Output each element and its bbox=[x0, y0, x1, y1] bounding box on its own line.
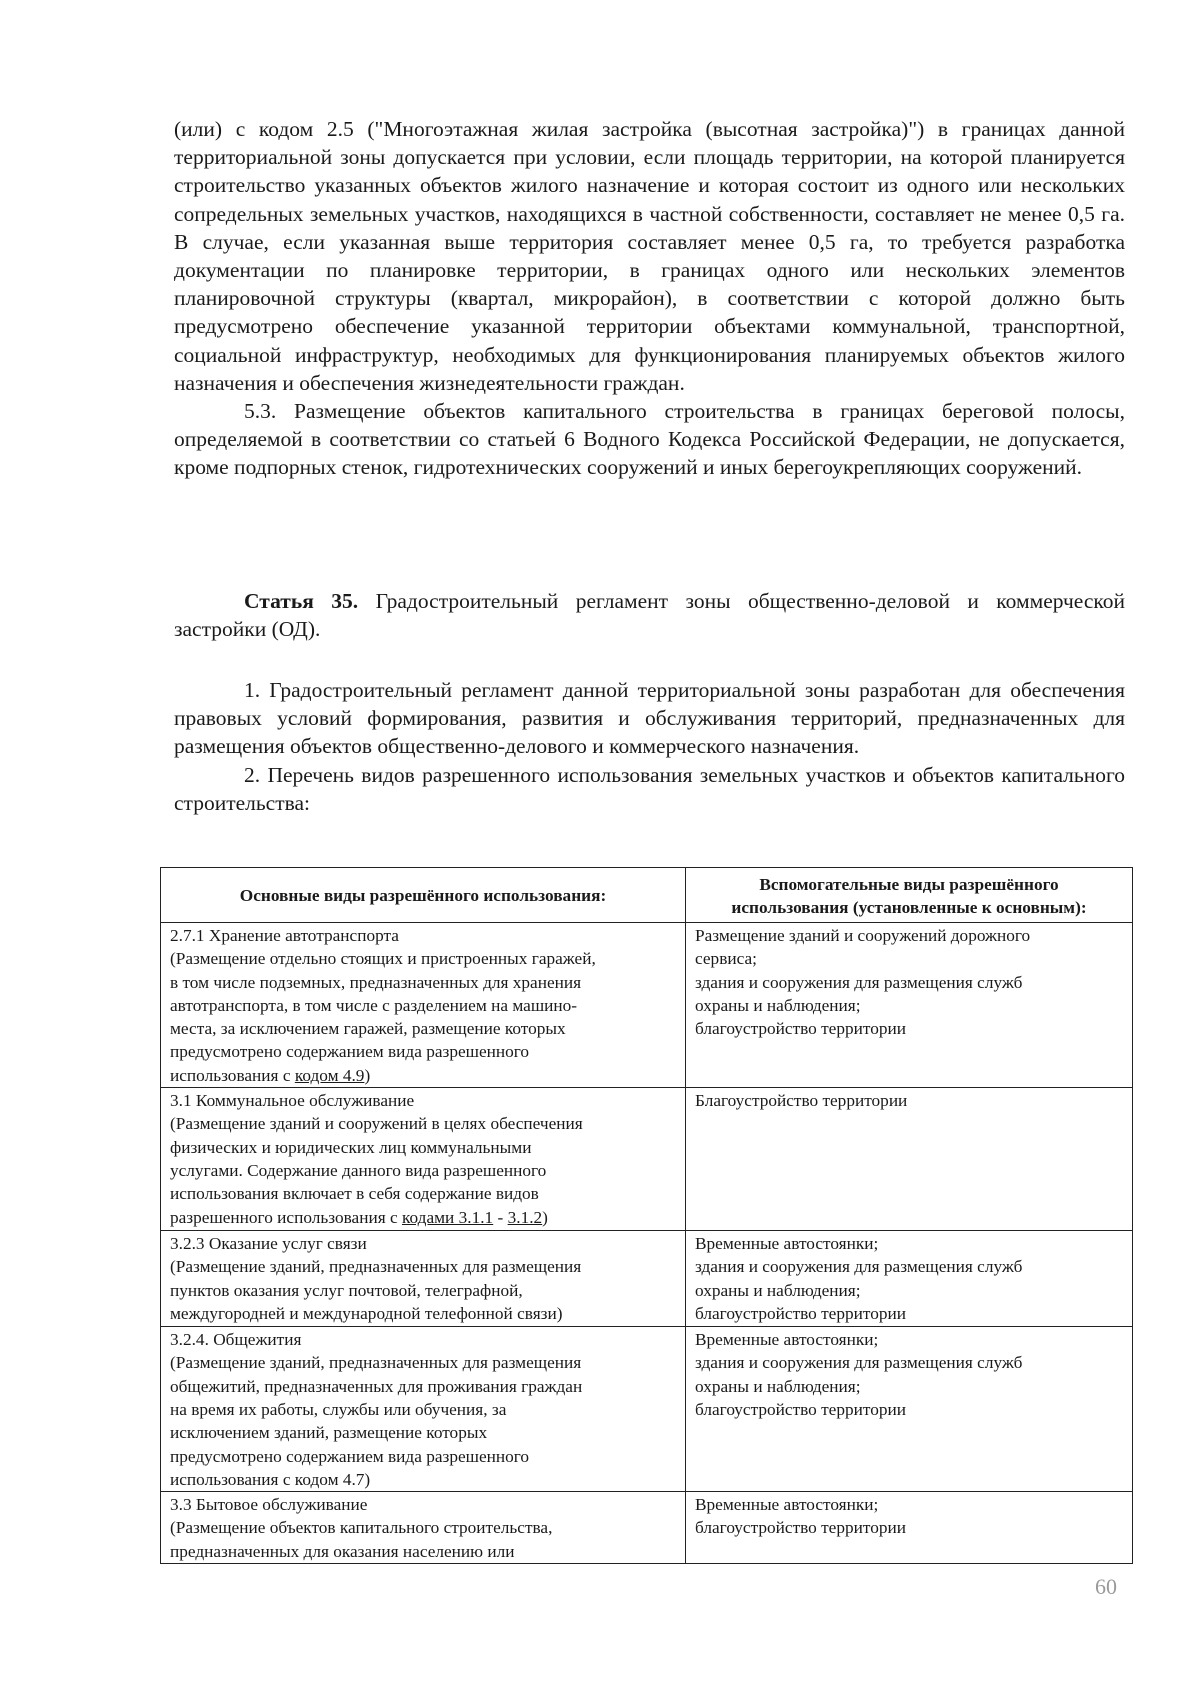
cell-line: благоустройство территории bbox=[695, 1019, 906, 1039]
code-link-3-1-1[interactable]: кодами 3.1.1 bbox=[402, 1207, 494, 1227]
cell-line: благоустройство территории bbox=[695, 1399, 906, 1419]
cell-line: 3.3 Бытовое обслуживание bbox=[170, 1495, 368, 1515]
paragraph-zone-conditions: (или) с кодом 2.5 ("Многоэтажная жилая застройка (высотная застройка)") в границах данной территориальной зоны допускается при условии, если площадь территории, на которой планируется строительство указанных объектов жилого назначение и которая состоит из одного или нескольких сопредельных земельных участков, находящихся в частной собственности, составляет не менее 0,5 га. В случае, если указанная выше территория составляет менее 0,5 га, то требуется разработка документации по планировке территории, в границах одного или нескольких элементов планировочной структуры (квартал, микрорайон), в соответствии с которой должно быть предусмотрено обеспечение указанной территории объектами коммунальной, транспортной, социальной инфраструктур, необходимых для функционирования планируемых объектов жилого назначения и обеспечения жизнедеятельности граждан. bbox=[174, 117, 1125, 395]
article-body bbox=[174, 676, 1125, 817]
cell-line: 3.1 Коммунальное обслуживание bbox=[170, 1091, 415, 1111]
main-use-cell bbox=[161, 1492, 686, 1564]
cell-line: (Размещение отдельно стоящих и пристроенных гаражей, bbox=[170, 949, 596, 969]
cell-line: Временные автостоянки; bbox=[695, 1495, 879, 1515]
cell-line bbox=[170, 1064, 676, 1087]
aux-use-cell bbox=[686, 1327, 1133, 1492]
table-row bbox=[161, 1088, 1133, 1231]
cell-line: Размещение зданий и сооружений дорожного bbox=[695, 926, 1031, 945]
cell-line: (Размещение зданий и сооружений в целях обеспечения bbox=[170, 1114, 583, 1134]
cell-line: междугородней и международной телефонной связи) bbox=[170, 1303, 563, 1323]
cell-line: пунктов оказания услуг почтовой, телеграфной, bbox=[170, 1280, 523, 1300]
cell-line: благоустройство территории bbox=[695, 1303, 906, 1323]
header-auxiliary-uses bbox=[686, 868, 1133, 923]
cell-line: услугами. Содержание данного вида разрешенного bbox=[170, 1160, 547, 1180]
table-row bbox=[161, 1231, 1133, 1327]
article-title: Градостроительный регламент зоны общественно-деловой и коммерческой застройки (ОД). bbox=[174, 589, 1126, 642]
table-row bbox=[161, 923, 1133, 1088]
cell-text: разрешенного использования с bbox=[170, 1207, 402, 1227]
cell-line: здания и сооружения для размещения служб bbox=[695, 972, 1023, 992]
cell-line: общежитий, предназначенных для проживания граждан bbox=[170, 1376, 583, 1396]
cell-line: здания и сооружения для размещения служб bbox=[695, 1257, 1023, 1277]
cell-line: охраны и наблюдения; bbox=[695, 1376, 861, 1396]
aux-use-cell bbox=[686, 1492, 1133, 1564]
code-link-4-9[interactable]: кодом 4.9 bbox=[294, 1065, 365, 1085]
cell-line: охраны и наблюдения; bbox=[695, 995, 861, 1015]
cell-line: благоустройство территории bbox=[695, 1518, 906, 1538]
header-aux-line: использования (установленные к основным): bbox=[731, 898, 1087, 917]
cell-line: в том числе подземных, предназначенных для хранения bbox=[170, 972, 582, 992]
intro-text-block bbox=[174, 115, 1125, 482]
cell-line: автотранспорта, в том числе с разделением на машино- bbox=[170, 995, 578, 1015]
cell-line: охраны и наблюдения; bbox=[695, 1280, 861, 1300]
table-row bbox=[161, 1492, 1133, 1564]
header-aux-line: Вспомогательные виды разрешённого bbox=[759, 874, 1059, 894]
cell-line: Временные автостоянки; bbox=[695, 1330, 879, 1350]
cell-line: места, за исключением гаражей, размещение которых bbox=[170, 1019, 566, 1039]
cell-line bbox=[170, 1206, 676, 1229]
cell-text: ) bbox=[364, 1065, 371, 1085]
paragraph-1: 1. Градостроительный регламент данной территориальной зоны разработан для обеспечения правовых условий формирования, развития и обслуживания территорий, предназначенных для размещения объектов общественно-делового и коммерческого назначения. bbox=[174, 678, 1125, 759]
permitted-use-table bbox=[160, 867, 1133, 1564]
cell-line: на время их работы, службы или обучения, за bbox=[170, 1399, 507, 1419]
cell-line: предназначенных для оказания населению или bbox=[170, 1541, 515, 1561]
cell-line: исключением зданий, размещение которых bbox=[170, 1423, 488, 1443]
page-number: 60 bbox=[1095, 1574, 1117, 1599]
cell-line: физических и юридических лиц коммунальными bbox=[170, 1137, 532, 1157]
article-heading-text bbox=[174, 587, 1125, 643]
table-header-row bbox=[161, 868, 1133, 923]
cell-line: 3.2.3 Оказание услуг связи bbox=[170, 1234, 367, 1254]
paragraph-5-3: 5.3. Размещение объектов капитального строительства в границах береговой полосы, определяемой в соответствии со статьей 6 Водного Кодекса Российской Федерации, не допускается, кроме подпорных стенок, гидротехнических сооружений и иных берегоукрепляющих сооружений. bbox=[174, 399, 1125, 480]
cell-text: использования с bbox=[170, 1065, 295, 1085]
main-use-cell bbox=[161, 1088, 686, 1231]
cell-line: 2.7.1 Хранение автотранспорта bbox=[170, 926, 399, 945]
aux-use-cell bbox=[686, 1231, 1133, 1327]
main-use-cell bbox=[161, 1231, 686, 1327]
cell-line: сервиса; bbox=[695, 949, 757, 969]
cell-text: ) bbox=[542, 1207, 548, 1227]
paragraph-2: 2. Перечень видов разрешенного использования земельных участков и объектов капитального строительства: bbox=[174, 762, 1125, 815]
main-use-cell bbox=[161, 1327, 686, 1492]
aux-use-cell bbox=[686, 1088, 1133, 1231]
header-main-uses: Основные виды разрешённого использования: bbox=[161, 868, 686, 923]
cell-line: (Размещение зданий, предназначенных для размещения bbox=[170, 1257, 582, 1277]
article-heading bbox=[174, 587, 1125, 643]
cell-line: 3.2.4. Общежития bbox=[170, 1330, 302, 1350]
table-row bbox=[161, 1327, 1133, 1492]
cell-line: здания и сооружения для размещения служб bbox=[695, 1353, 1023, 1373]
code-link-3-1-2[interactable]: 3.1.2 bbox=[507, 1207, 543, 1227]
main-use-cell bbox=[161, 923, 686, 1088]
article-label: Статья 35. bbox=[244, 589, 359, 613]
cell-line: (Размещение объектов капитального строительства, bbox=[170, 1518, 553, 1538]
cell-line: (Размещение зданий, предназначенных для размещения bbox=[170, 1353, 582, 1373]
cell-text: - bbox=[493, 1207, 508, 1227]
cell-line: использования включает в себя содержание видов bbox=[170, 1184, 539, 1204]
cell-line: предусмотрено содержанием вида разрешенного bbox=[170, 1446, 530, 1466]
cell-line: предусмотрено содержанием вида разрешенного bbox=[170, 1042, 530, 1062]
aux-use-cell bbox=[686, 923, 1133, 1088]
cell-line: Временные автостоянки; bbox=[695, 1234, 879, 1254]
cell-line: использования с кодом 4.7) bbox=[170, 1469, 371, 1489]
cell-line: Благоустройство территории bbox=[695, 1091, 908, 1111]
